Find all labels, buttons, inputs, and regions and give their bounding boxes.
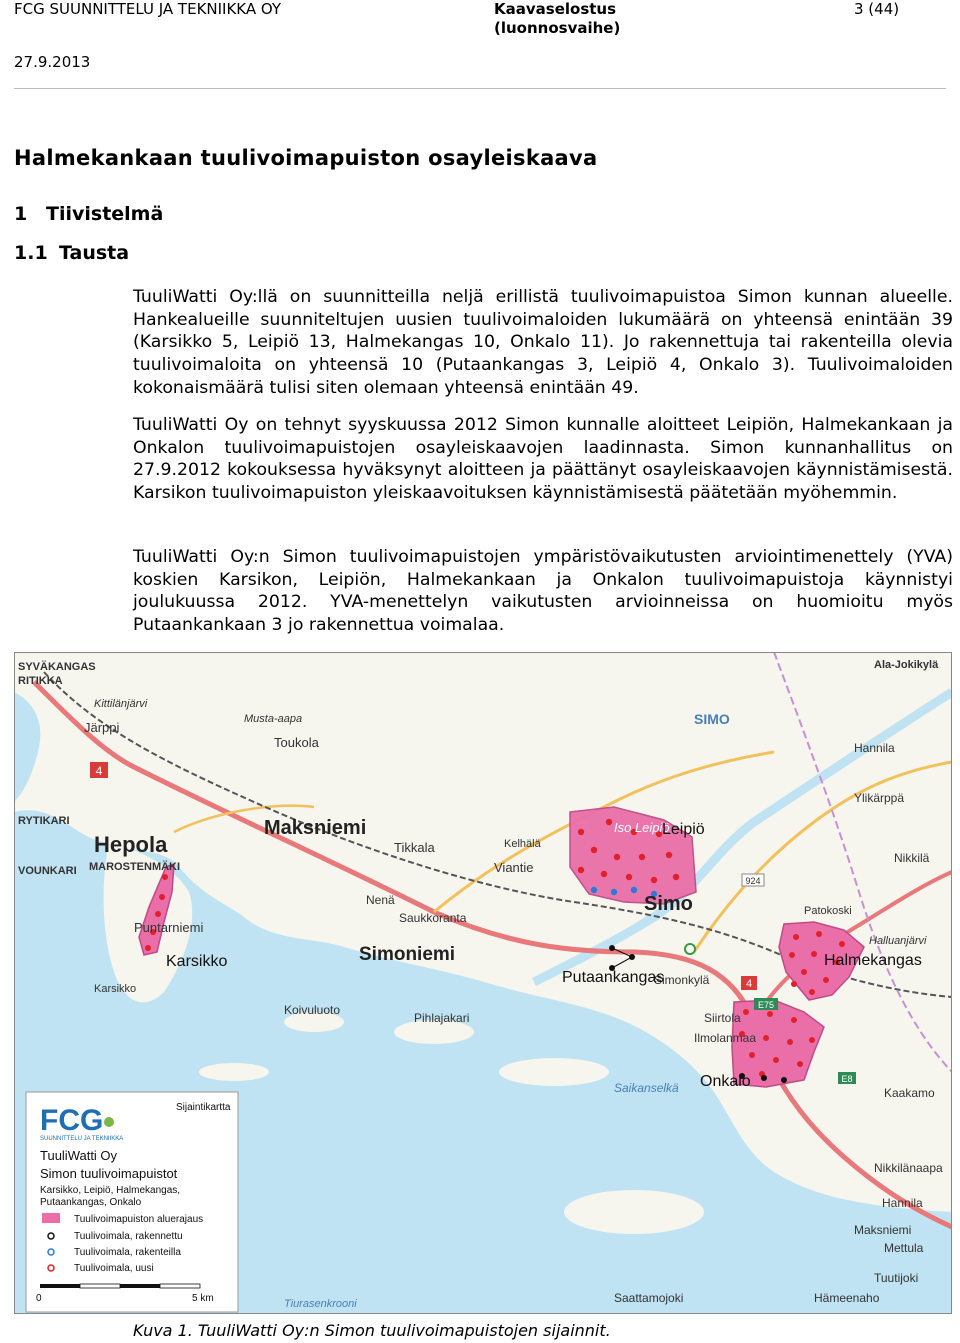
legend-item-label: Tuulivoimala, uusi (74, 1263, 154, 1274)
road-shield (742, 874, 764, 886)
legend-item-label: Tuulivoimala, rakenteilla (74, 1247, 181, 1258)
place-label: Musta-aapa (244, 713, 303, 725)
section-number: 1 (14, 203, 28, 225)
area-label-putaankangas: Putaankangas (562, 969, 665, 986)
place-label: Halluanjärvi (869, 935, 927, 947)
place-label: Saattamojoki (614, 1291, 684, 1305)
map-canvas (14, 652, 952, 1314)
fcg-logo: FCG (40, 1104, 104, 1137)
place-label: SYVÄKANGAS (18, 661, 96, 673)
legend-symbol-area (42, 1213, 60, 1223)
legend-symbol-new (48, 1265, 54, 1271)
place-label: Tiurasenkrooni (284, 1298, 357, 1310)
place-label: Simo (644, 893, 693, 915)
area-label-karsikko: Karsikko (166, 953, 228, 970)
area-label-halmekangas: Halmekangas (824, 952, 922, 969)
place-label: Puntarniemi (134, 920, 204, 935)
header-document-type: Kaavaselostus (494, 0, 617, 18)
legend-project: Simon tuulivoimapuistot (40, 1166, 178, 1181)
place-label: Iso Leipiö (614, 820, 670, 835)
figure-caption: Kuva 1. TuuliWatti Oy:n Simon tuulivoimapuistojen sijainnit. (133, 1321, 611, 1340)
place-label: Hannila (854, 741, 895, 755)
page-header (0, 0, 960, 50)
place-label: Patokoski (804, 905, 852, 917)
header-page-number: 3 (44) (854, 0, 900, 18)
place-label: Järppi (84, 720, 120, 735)
map-island (499, 1058, 609, 1086)
place-label: Toukola (274, 735, 319, 750)
place-label: Koivuluoto (284, 1003, 341, 1017)
section-title: Tiivistelmä (46, 203, 164, 225)
header-organization: FCG SUUNNITTELU JA TEKNIIKKA OY (14, 0, 282, 18)
paragraph-2: TuuliWatti Oy on tehnyt syyskuussa 2012 Simon kunnalle aloitteet Leipiön, Halmekankaan ja Onkalon tuulivoimapuistojen osayleiskaavojen laadinnasta. Simon kunnanhallitus on 27.9.2012 kokouksessa hyväksynyt aloitteen ja päättänyt osayleiskaavojen käynnistämisestä. Karsikon tuulivoimapuiston yleiskaavoituksen käynnistämisestä päätetään myöhemmin. (133, 415, 953, 504)
place-label: Hepola (94, 832, 168, 857)
place-label: RYTIKARI (18, 815, 70, 827)
place-label: VOUNKARI (18, 865, 77, 877)
svg-text:924: 924 (745, 876, 761, 886)
svg-text:E8: E8 (841, 1074, 853, 1084)
fcg-logo-dot (104, 1117, 114, 1127)
header-date: 27.9.2013 (14, 53, 91, 71)
place-label: Hannila (882, 1196, 923, 1210)
road-shield (838, 1072, 856, 1084)
legend-symbol-construction (48, 1249, 54, 1255)
road-shield (741, 976, 757, 990)
area-label-leipio: Leipiö (662, 821, 705, 838)
scale-end: 5 km (192, 1293, 214, 1304)
place-label: Viantie (494, 860, 534, 875)
place-label: Simonkylä (654, 973, 710, 987)
scale-bar (80, 1284, 120, 1288)
place-label: Nikkilä (894, 851, 930, 865)
place-label: Mettula (884, 1241, 924, 1255)
place-label: Tikkala (394, 840, 435, 855)
place-label: Maksniemi (854, 1223, 912, 1237)
header-document (494, 0, 620, 38)
place-label: Tuutijoki (874, 1271, 919, 1285)
place-label: Kittilänjärvi (94, 698, 148, 710)
map-legend (26, 1092, 238, 1312)
legend-areas-1: Karsikko, Leipiö, Halmekangas, (40, 1185, 181, 1196)
place-label: MAROSTENMÄKI (89, 861, 181, 873)
place-label: Karsikko (94, 983, 137, 995)
place-label: Nikkilänaapa (874, 1161, 943, 1175)
place-label: Hämeenaho (814, 1291, 880, 1305)
area-label-onkalo: Onkalo (700, 1073, 751, 1090)
paragraph-3: TuuliWatti Oy:n Simon tuulivoimapuistojen ympäristövaikutusten arviointimenettely (YVA) koskien Karsikon, Leipiön, Halmekankaan ja Onkalon tuulivoimapuistoja käynnistyi joulukuussa 2012. YVA-menettelyn vaikutusten arvioinneissa on huomioitu myös Putaankankaan 3 jo rakennettua voimalaa. (133, 547, 953, 636)
place-label: Ala-Jokikylä (874, 659, 939, 671)
paragraph-1: TuuliWatti Oy:llä on suunnitteilla neljä erillistä tuulivoimapuistoa Simon kunnan alueelle. Hankealueille suunniteltujen uusien tuulivoimaloiden lukumäärä on yhteensä enintään 39 (Karsikko 5, Leipiö 13, Halmekangas 10, Onkalo 11). Jo rakennettuja tai rakenteilla olevia tuulivoimaloita on yhteensä 10 (Putaankangas 3, Leipiö 4, Onkalo 3). Tuulivoimaloiden kokonaismäärä tulisi siten olemaan yhteensä enintään 49. (133, 287, 953, 398)
svg-text:E75: E75 (757, 1000, 775, 1010)
map-island (564, 1190, 704, 1234)
svg-text:4: 4 (745, 978, 753, 990)
scale-bar (40, 1284, 80, 1288)
place-label: Simoniemi (359, 944, 456, 965)
scale-bar (160, 1284, 200, 1288)
place-label: Kaakamo (884, 1086, 935, 1100)
place-label: Nenä (366, 893, 395, 907)
section-number: 1.1 (14, 242, 48, 264)
section-heading-1 (14, 203, 163, 225)
place-label: Saikanselkä (614, 1081, 679, 1095)
legend-areas-2: Putaankangas, Onkalo (40, 1197, 142, 1208)
svg-text:4: 4 (95, 764, 103, 778)
document-title: Halmekankaan tuulivoimapuiston osayleiskaava (14, 146, 598, 170)
header-document-stage: (luonnosvaihe) (494, 19, 621, 37)
scale-start: 0 (36, 1293, 42, 1304)
location-map (14, 652, 952, 1314)
legend-symbol-built (48, 1233, 54, 1239)
road-shield (90, 762, 108, 778)
legend-company: TuuliWatti Oy (40, 1148, 118, 1163)
scale-bar (120, 1284, 160, 1288)
place-label: Kelhälä (504, 838, 541, 850)
place-label: Siirtola (704, 1011, 741, 1025)
place-label: Ylikärppä (854, 791, 905, 805)
place-label: SIMO (694, 711, 730, 727)
legend-item-label: Tuulivoimapuiston aluerajaus (74, 1214, 204, 1225)
place-label: Pihlajakari (414, 1011, 470, 1025)
place-label: Maksniemi (264, 817, 367, 839)
header-rule (14, 88, 946, 89)
legend-item-label: Tuulivoimala, rakennettu (74, 1231, 183, 1242)
place-label: Saukkoranta (399, 911, 467, 925)
section-heading-1-1 (14, 242, 129, 264)
place-label: Ilmolanmaa (694, 1031, 757, 1045)
fcg-logo-subtitle: SUUNNITTELU JA TEKNIIKKA (40, 1136, 124, 1142)
map-island (199, 1063, 269, 1081)
section-title: Tausta (59, 242, 130, 264)
road-shield (754, 998, 778, 1010)
place-label: RITIKKA (18, 675, 63, 687)
inset-title: Sijaintikartta (176, 1102, 231, 1113)
